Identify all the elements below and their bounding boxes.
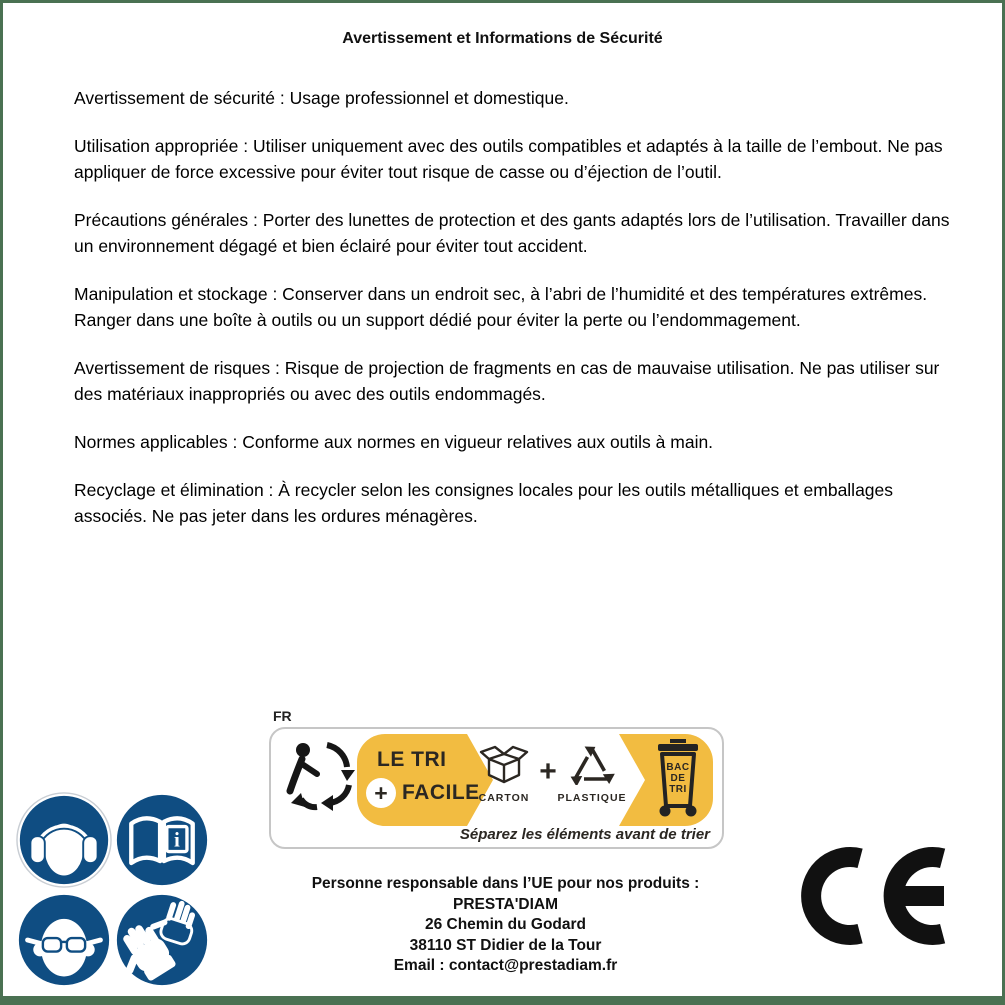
safety-paragraph: Utilisation appropriée : Utiliser uniquement avec des outils compatibles et adaptés à la taille de l’embout. Ne pas appliquer de force excessive pour éviter tout risque de casse ou d’éjection de l’outil. (74, 136, 943, 182)
plastique-label: PLASTIQUE (557, 792, 627, 804)
safety-paragraph: Manipulation et stockage : Conserver dans un endroit sec, à l’abri de l’humidité et des températures extrêmes. Ranger dans une boîte à outils ou un support dédié pour éviter la perte ou l’endommagement. (74, 284, 928, 330)
safety-paragraph: Avertissement de risques : Risque de projection de fragments en cas de mauvaise utilisation. Ne pas utiliser sur des matériaux inappropriés ou avec des outils endommagés. (74, 358, 940, 404)
sorting-bin-icon (652, 736, 704, 820)
carton-group (469, 743, 539, 804)
safety-paragraph: Recyclage et élimination : À recycler selon les consignes locales pour les outils métalliques et emballages associés. Ne pas jeter dans les ordures ménagères. (74, 480, 894, 526)
materials-plus-sign: + (539, 755, 557, 788)
plastique-icon (557, 743, 627, 785)
read-manual-icon (114, 792, 210, 888)
eye-protection-icon (16, 892, 112, 988)
safety-text (74, 85, 967, 551)
safety-paragraph: Normes applicables : Conforme aux normes en vigueur relatives aux outils à main. (74, 432, 714, 452)
responsible-block (258, 874, 753, 977)
safety-paragraph: Avertissement de sécurité : Usage professionnel et domestique. (74, 88, 569, 108)
plastique-group (557, 743, 627, 804)
page-title: Avertissement et Informations de Sécurité (342, 30, 663, 47)
le-tri-label: LE TRI (377, 748, 447, 771)
safety-paragraph: Précautions générales : Porter des lunettes de protection et des gants adaptés lors de l’utilisation. Travailler dans un environnement dégagé et bien éclairé pour éviter tout accident. (74, 210, 950, 256)
fr-tag: FR (273, 708, 292, 724)
carton-label: CARTON (478, 792, 530, 804)
address-line-1: 26 Chemin du Godard (424, 916, 587, 933)
carton-icon (469, 743, 539, 785)
plus-circle: + (366, 778, 396, 808)
address-line-2: 38110 ST Didier de la Tour (409, 936, 602, 954)
gloves-icon (114, 892, 210, 988)
bin-label: BAC DE TRI (666, 762, 690, 795)
mandatory-icons (16, 792, 210, 988)
ear-protection-icon (16, 792, 112, 888)
triman-icon (281, 737, 361, 821)
ce-mark (798, 844, 1005, 949)
responsible-heading: Personne responsable dans l’UE pour nos produits : (311, 875, 700, 892)
tri-box (269, 727, 724, 849)
recycling-label (269, 708, 724, 849)
company-name: PRESTA'DIAM (452, 895, 558, 913)
facile-label: FACILE (402, 781, 480, 804)
sorting-caption: Séparez les éléments avant de trier (459, 826, 710, 843)
email-line: Email : contact@prestadiam.fr (393, 957, 618, 974)
info-glyph: i (173, 827, 180, 852)
